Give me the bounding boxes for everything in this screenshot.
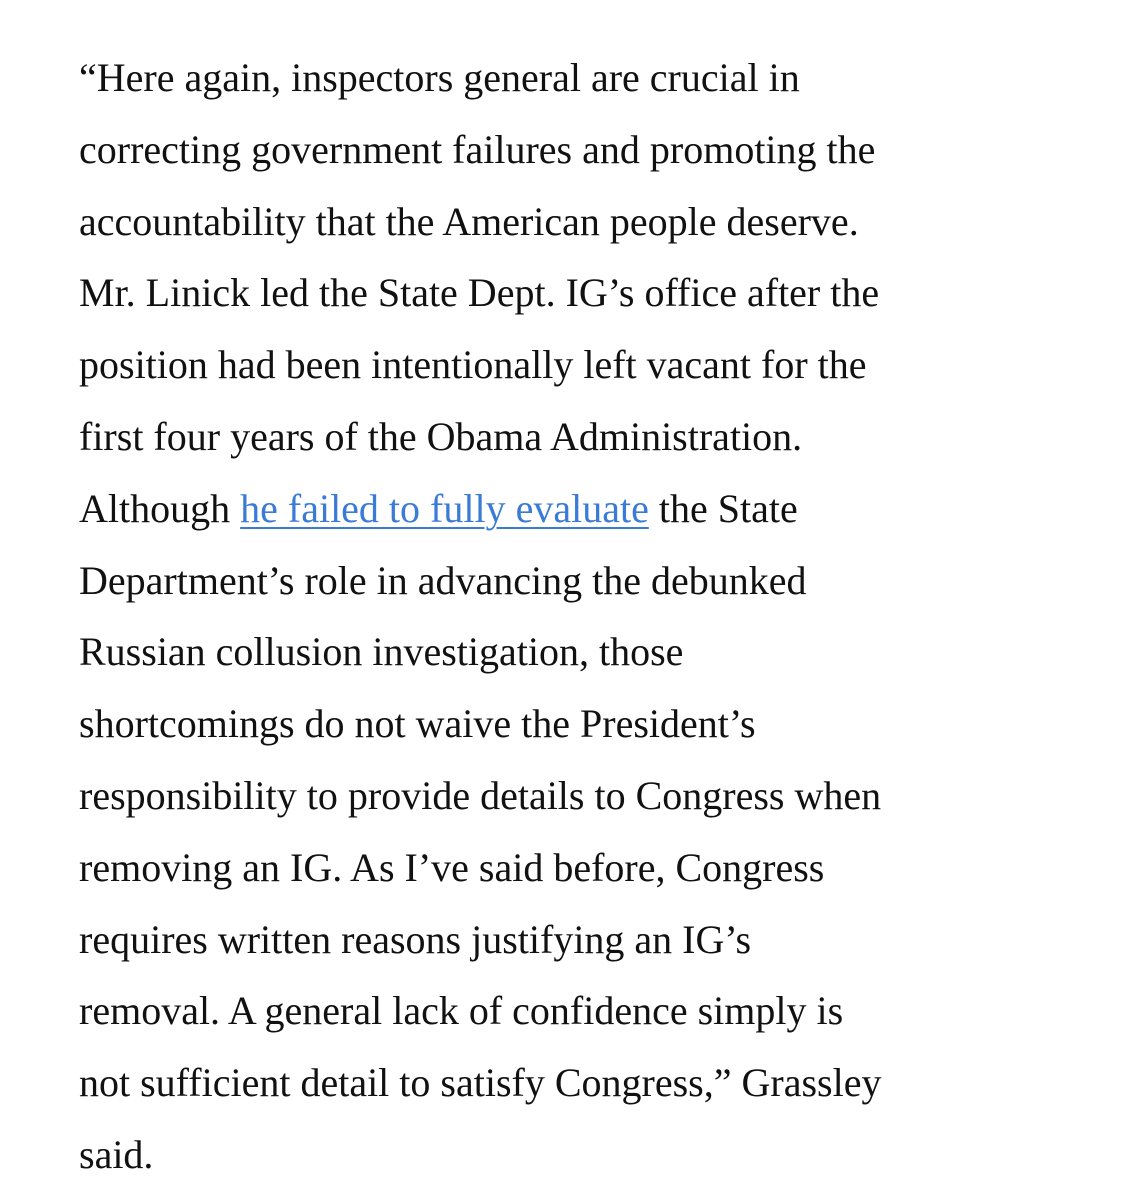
evaluation-report-link[interactable]: he failed to fully evaluate <box>240 485 649 531</box>
quote-line: removal. A general lack of confidence simply is <box>79 988 844 1034</box>
quote-line: Russian collusion investigation, those <box>79 629 684 675</box>
quote-line: Mr. Linick led the State Dept. IG’s office after the <box>79 270 880 316</box>
quote-line-with-link <box>79 473 1069 545</box>
quote-line: position had been intentionally left vacant for the <box>79 342 867 388</box>
quote-line: accountability that the American people deserve. <box>79 198 859 244</box>
quote-line: first four years of the Obama Administration. <box>79 413 803 459</box>
quote-line: responsibility to provide details to Congress when <box>79 772 882 818</box>
quote-line: not sufficient detail to satisfy Congress,” Grassley <box>79 1060 882 1106</box>
quote-line: Department’s role in advancing the debunked <box>79 557 807 603</box>
quote-line: “Here again, inspectors general are crucial in <box>79 55 800 100</box>
quote-line: said. <box>79 1131 154 1177</box>
quote-line-text-after-link: the State <box>648 485 798 531</box>
quote-line: removing an IG. As I’ve said before, Congress <box>79 844 825 890</box>
quote-line: shortcomings do not waive the President’s <box>79 701 756 747</box>
quote-line: requires written reasons justifying an IG’s <box>79 916 752 962</box>
grassley-quote-paragraph <box>79 42 1069 1182</box>
quote-line-text-before-link: Although <box>79 485 241 531</box>
quote-line: correcting government failures and promoting the <box>79 126 876 172</box>
